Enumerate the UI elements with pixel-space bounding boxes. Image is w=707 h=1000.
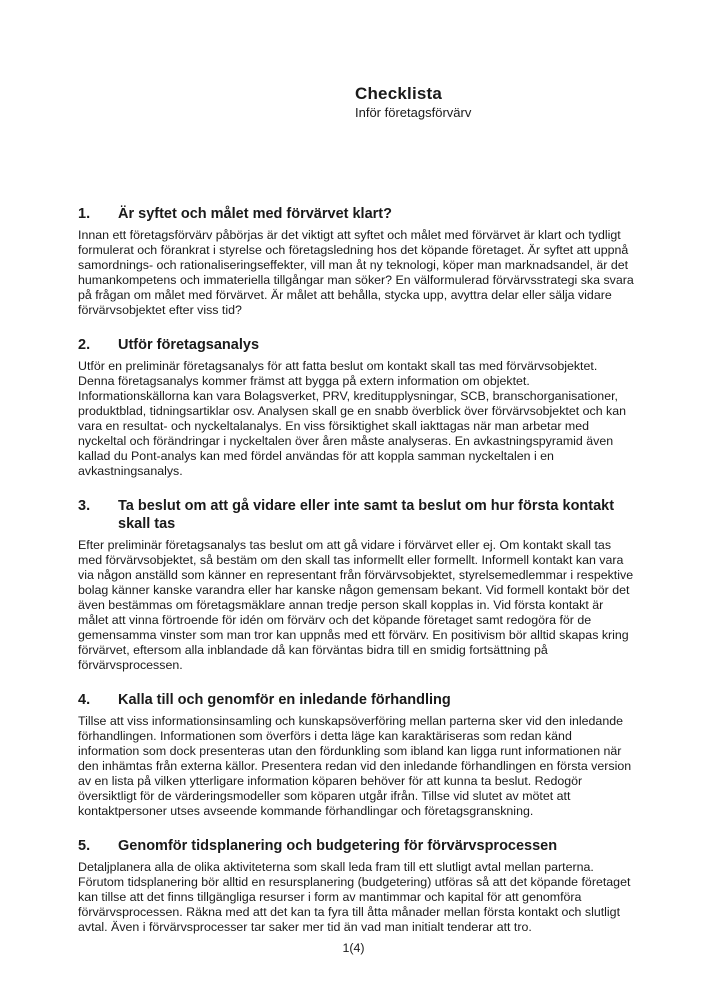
section-5-heading [78, 837, 635, 855]
section-2 [78, 336, 635, 479]
section-4-heading [78, 691, 635, 709]
section-1-heading [78, 205, 635, 223]
section-number: 2. [78, 337, 91, 353]
section-body: Tillse att viss informationsinsamling och kunskapsöverföring mellan parterna sker vid den inledande förhandlingen. Informationen som överförs i detta läge kan karaktäriseras som redan känd information som dock presenteras utan den fördunkling som ibland kan ligga runt informationen när den inhämtas från externa källor. Presentera redan vid den inledande förhandlingen en första version av en lista på vilken ytterligare information köparen behöver för att kunna ta beslut. Redogör översiktligt för de värderingsmodeller som köparen utgår ifrån. Tillse vid slutet av mötet att kontaktpersoner utses avseende kommande förhandlingar och företagsgranskning. [78, 714, 632, 818]
page-number: 1(4) [342, 941, 365, 955]
section-number: 4. [78, 692, 91, 708]
section-body: Utför en preliminär företagsanalys för att fatta beslut om kontakt skall tas med förvärvsobjektet. Denna företagsanalys kommer främst att bygga på extern information om objektet. Informationskällorna kan vara Bolagsverket, PRV, kreditupplysningar, SCB, branschorganisationer, produktblad, tidningsartiklar osv. Analysen skall ge en snabb överblick över förvärvsobjektet och kan vara en resultat- och nyckeltalanalys. En viss försiktighet skall iakttagas när man arbetar med nyckeltal och förändringar i nyckeltalen över åren måste analyseras. En avkastningspyramid även kallad du Pont-analys kan med fördel användas för att koppla samman nyckeltalen i en avkastningsanalys. [78, 359, 627, 478]
document-header [355, 84, 471, 121]
section-heading-text: Utför företagsanalys [118, 337, 260, 353]
section-heading-text: Kalla till och genomför en inledande förhandling [118, 692, 451, 708]
section-heading-text: Genomför tidsplanering och budgetering för förvärvsprocessen [118, 838, 558, 854]
section-1 [78, 205, 635, 318]
document-content [78, 205, 635, 953]
document-subtitle: Inför företagsförvärv [355, 105, 472, 120]
section-body: Efter preliminär företagsanalys tas beslut om att gå vidare i förvärvet eller ej. Om kontakt skall tas med förvärvsobjektet, så bestäm om den skall tas informellt eller formellt. Informell kontakt kan vara via någon anställd som känner en representant från förvärvsobjektet, styrelsemedlemmar i respektive bolag känner kanske varandra eller har kanske någon gemensam bekant. Vid formell kontakt bör det även bestämmas om företagsmäklare annan tredje person skall kopplas in. Vid första kontakt är målet att vinna förtroende för idén om förvärv och det köpande företaget samt redogöra för de gemensamma vinster som man tror kan uppnås med ett förvärv. En positivism bör alltid skapas kring förvärvet, eftersom alla inblandade då kan förväntas bidra till en smidig fortsättning på förvärvsprocessen. [78, 538, 634, 672]
section-heading-text: Ta beslut om att gå vidare eller inte samt ta beslut om hur första kontakt skall tas [118, 498, 615, 532]
section-number: 1. [78, 206, 91, 222]
document-title: Checklista [355, 84, 443, 103]
section-heading-text: Är syftet och målet med förvärvet klart? [118, 206, 392, 222]
section-number: 5. [78, 838, 91, 854]
section-body: Innan ett företagsförvärv påbörjas är det viktigt att syftet och målet med förvärvet är klart och tydligt formulerat och förankrat i styrelse och företagsledning hos det köpande företaget. Är syftet att uppnå samordnings- och rationaliseringseffekter, vill man åt ny teknologi, köper man marknadsandel, är det humankompetens och immateriella tillgångar man söker? En välformulerad förvärvsstrategi ska svara på frågan om målet med förvärvet. Är målet att behålla, stycka upp, avyttra delar eller sälja vidare förvärvsobjektet efter viss tid? [78, 228, 634, 317]
section-2-heading [78, 336, 635, 354]
section-3-heading [78, 497, 635, 533]
section-number: 3. [78, 498, 91, 514]
section-5 [78, 837, 635, 935]
section-body: Detaljplanera alla de olika aktiviteterna som skall leda fram till ett slutligt avtal mellan parterna. Förutom tidsplanering bör alltid en resursplanering (budgetering) utföras så att det köpande företaget kan tillse att det finns tillgängliga resurser i form av mantimmar och kapital för att genomföra förvärvsprocessen. Räkna med att det kan ta fyra till åtta månader mellan första kontakt och slutligt avtal. Även i förvärvsprocesser tar saker mer tid än vad man initialt tenderar att tro. [78, 860, 631, 934]
section-4 [78, 691, 635, 819]
section-3 [78, 497, 635, 673]
